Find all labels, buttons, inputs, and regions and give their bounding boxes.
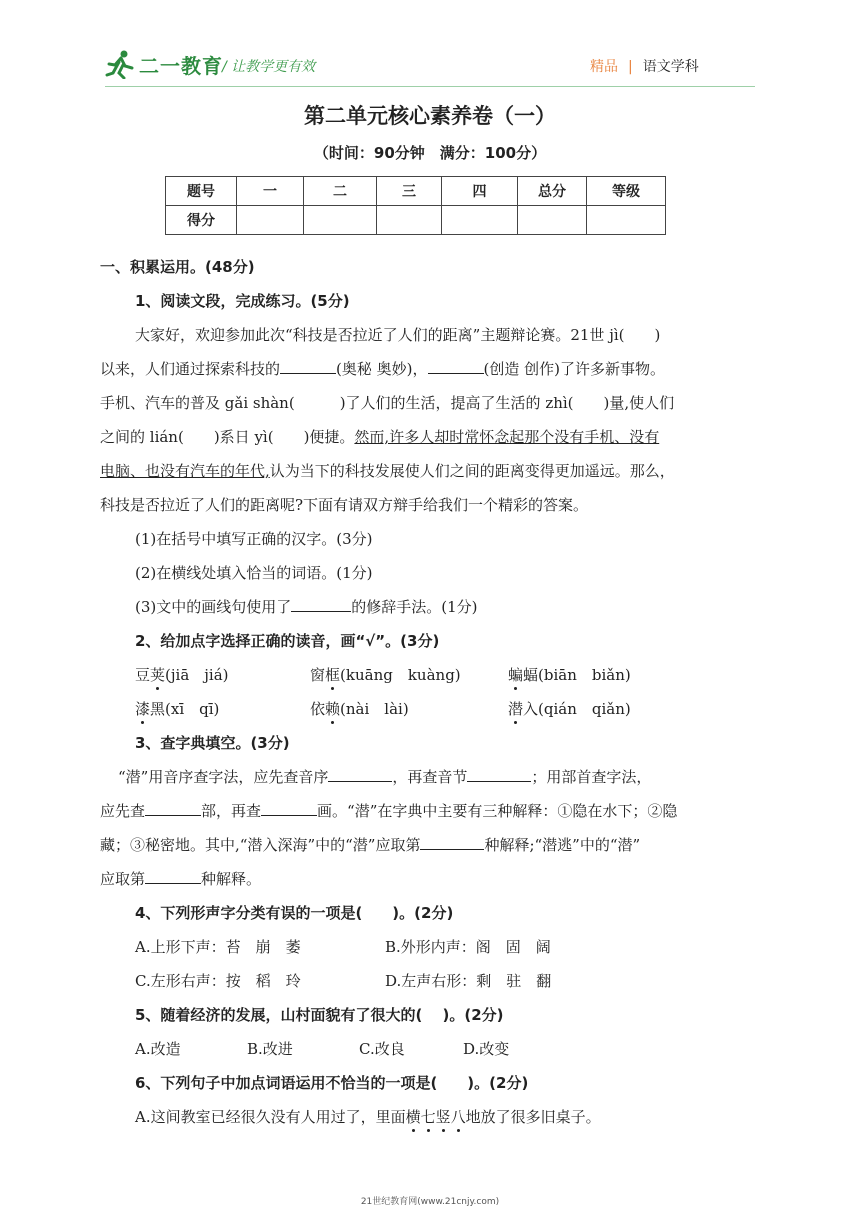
pinyin-options[interactable]: (xī qī) xyxy=(165,700,220,718)
pinyin-item xyxy=(508,698,631,719)
question-3: 3、查字典填空。(3分) xyxy=(135,734,290,752)
pinyin-item xyxy=(135,698,219,719)
score-table-header-row xyxy=(166,177,666,206)
text: 地放了很多旧桌子。 xyxy=(465,1108,601,1126)
fill-blank[interactable] xyxy=(145,801,201,816)
table-cell: 得分 xyxy=(166,206,237,235)
pinyin-word xyxy=(508,700,538,718)
text: 部，再查 xyxy=(201,802,262,820)
pinyin-word xyxy=(135,666,165,684)
header-subject xyxy=(590,56,699,76)
dotted-char: 横 xyxy=(405,1108,421,1126)
sub-question: (2)在横线处填入恰当的词语。(1分) xyxy=(135,564,373,582)
pinyin-item xyxy=(135,664,229,685)
dotted-char: 荚 xyxy=(150,666,166,684)
pinyin-word xyxy=(310,700,340,718)
sub-question: (1)在括号中填写正确的汉字。(3分) xyxy=(135,530,373,548)
score-cell[interactable] xyxy=(518,206,587,235)
char: 入 xyxy=(523,700,539,718)
fill-blank[interactable] xyxy=(280,359,336,374)
text: 种解释。 xyxy=(201,870,262,888)
table-cell: 四 xyxy=(442,177,518,206)
score-cell[interactable] xyxy=(587,206,666,235)
fill-blank[interactable] xyxy=(420,835,484,850)
pinyin-item xyxy=(508,664,631,685)
pinyin-item xyxy=(310,664,461,685)
char: 依 xyxy=(310,700,326,718)
option-c[interactable]: C.左形右声：按 稻 玲 xyxy=(135,972,301,990)
underlined-sentence: 电脑、也没有汽车的年代, xyxy=(100,462,270,480)
text: (创造 创作)了许多新事物。 xyxy=(483,360,665,378)
text: 种解释;“潜逃”中的“潜” xyxy=(484,836,641,854)
score-cell[interactable] xyxy=(237,206,304,235)
text: (奥秘 奥妙)， xyxy=(336,360,428,378)
table-cell: 题号 xyxy=(166,177,237,206)
question-text xyxy=(100,800,677,821)
fill-blank[interactable] xyxy=(428,359,484,374)
text: 以来，人们通过探索科技的 xyxy=(100,360,281,378)
table-cell: 总分 xyxy=(518,177,587,206)
char: 黑 xyxy=(150,700,166,718)
fill-blank[interactable] xyxy=(291,597,351,612)
dotted-char: 八 xyxy=(450,1108,466,1126)
passage-line: 手机、汽车的普及 gǎi shàn( )了人们的生活，提高了生活的 zhì( )量,使人们 xyxy=(100,394,675,412)
table-cell: 一 xyxy=(237,177,304,206)
fill-blank[interactable] xyxy=(467,767,531,782)
dotted-char: 赖 xyxy=(325,700,341,718)
pinyin-options[interactable]: (kuāng kuàng) xyxy=(340,666,461,684)
option-a[interactable]: A.上形下声：苔 崩 萎 xyxy=(135,938,301,956)
brand-logo xyxy=(105,46,223,82)
question-text xyxy=(100,834,640,855)
text: 认为当下的科技发展使人们之间的距离变得更加遥远。那么， xyxy=(269,462,675,480)
question-4: 4、下列形声字分类有误的一项是( )。(2分) xyxy=(135,904,454,922)
dotted-phrase xyxy=(406,1108,466,1126)
table-cell: 等级 xyxy=(587,177,666,206)
dotted-char: 竖 xyxy=(435,1108,451,1126)
question-text xyxy=(100,868,261,889)
dotted-char: 框 xyxy=(325,666,341,684)
pinyin-options[interactable]: (qián qiǎn) xyxy=(538,700,631,718)
pinyin-options[interactable]: (biān biǎn) xyxy=(538,666,631,684)
table-cell: 三 xyxy=(377,177,442,206)
option-a[interactable] xyxy=(135,1106,601,1127)
text: “潜”用音序查字法，应先查音序 xyxy=(118,768,329,786)
passage-line xyxy=(100,460,675,481)
text: 应取第 xyxy=(100,870,146,888)
option-d[interactable]: D.左声右形：剩 驻 翻 xyxy=(385,972,552,990)
slogan: / 让教学更有效 xyxy=(222,59,316,75)
pinyin-word xyxy=(135,700,165,718)
underlined-sentence: 然而,许多人却时常怀念起那个没有手机、没有 xyxy=(354,428,660,446)
dotted-char: 漆 xyxy=(135,700,151,718)
question-5: 5、随着经济的发展，山村面貌有了很大的( )。(2分) xyxy=(135,1006,504,1024)
score-cell[interactable] xyxy=(442,206,518,235)
char: 豆 xyxy=(135,666,151,684)
char: 窗 xyxy=(310,666,326,684)
text: 藏；③秘密地。其中,“潜入深海”中的“潜”应取第 xyxy=(100,836,421,854)
subject-label: 语文学科 xyxy=(642,59,699,75)
question-2: 2、给加点字选择正确的读音，画“√”。(3分) xyxy=(135,632,440,650)
option-b[interactable]: B.改进 xyxy=(247,1040,293,1058)
score-cell[interactable] xyxy=(377,206,442,235)
fill-blank[interactable] xyxy=(328,767,392,782)
pinyin-item xyxy=(310,698,409,719)
text: 之间的 lián( )系日 yì( )便捷。 xyxy=(100,428,355,446)
score-cell[interactable] xyxy=(304,206,377,235)
text: ，再查音节 xyxy=(392,768,468,786)
dotted-char: 蝙 xyxy=(508,666,524,684)
dotted-char: 七 xyxy=(420,1108,436,1126)
page-footer: 21世纪教育网(www.21cnjy.com) xyxy=(360,1197,500,1207)
runner-logo-icon xyxy=(105,49,135,79)
option-d[interactable]: D.改变 xyxy=(463,1040,510,1058)
pinyin-options[interactable]: (nài lài) xyxy=(340,700,409,718)
text: (3)文中的画线句使用了 xyxy=(135,598,292,616)
score-table xyxy=(165,176,666,235)
text: 画。“潜”在字典中主要有三种解释：①隐在水下；②隐 xyxy=(317,802,678,820)
logo-text: 二一教育 xyxy=(139,53,223,78)
sub-question xyxy=(135,596,478,617)
question-text xyxy=(118,766,651,787)
option-a[interactable]: A.改造 xyxy=(135,1040,181,1058)
pinyin-word xyxy=(310,666,340,684)
table-cell: 二 xyxy=(304,177,377,206)
score-table-score-row xyxy=(166,206,666,235)
passage-line: 大家好，欢迎参加此次“科技是否拉近了人们的距离”主题辩论赛。21世 jì( ) xyxy=(135,326,661,344)
passage-line: 科技是否拉近了人们的距离呢?下面有请双方辩手给我们一个精彩的答案。 xyxy=(100,496,589,514)
text: 应先查 xyxy=(100,802,146,820)
pinyin-options[interactable]: (jiā jiá) xyxy=(165,666,229,684)
question-1: 1、阅读文段，完成练习。(5分) xyxy=(135,292,350,310)
text: A.这间教室已经很久没有人用过了，里面 xyxy=(135,1108,406,1126)
text: ；用部首查字法， xyxy=(531,768,652,786)
fill-blank[interactable] xyxy=(145,869,201,884)
option-c[interactable]: C.改良 xyxy=(359,1040,405,1058)
page-title: 第二单元核心素养卷（一） xyxy=(304,104,556,128)
header-divider xyxy=(105,86,755,87)
fill-blank[interactable] xyxy=(261,801,317,816)
dotted-char: 潜 xyxy=(508,700,524,718)
char: 蝠 xyxy=(523,666,539,684)
text: 的修辞手法。(1分) xyxy=(351,598,478,616)
passage-line xyxy=(100,358,665,379)
section-heading: 一、积累运用。(48分) xyxy=(100,258,255,276)
quality-label: 精品 xyxy=(590,59,618,75)
question-6: 6、下列句子中加点词语运用不恰当的一项是( )。(2分) xyxy=(135,1074,529,1092)
page-subtitle: （时间：90分钟 满分：100分） xyxy=(313,144,547,162)
pinyin-word xyxy=(508,666,538,684)
header-separator: | xyxy=(628,59,633,75)
passage-line xyxy=(100,426,659,447)
option-b[interactable]: B.外形内声：阁 固 阔 xyxy=(385,938,551,956)
